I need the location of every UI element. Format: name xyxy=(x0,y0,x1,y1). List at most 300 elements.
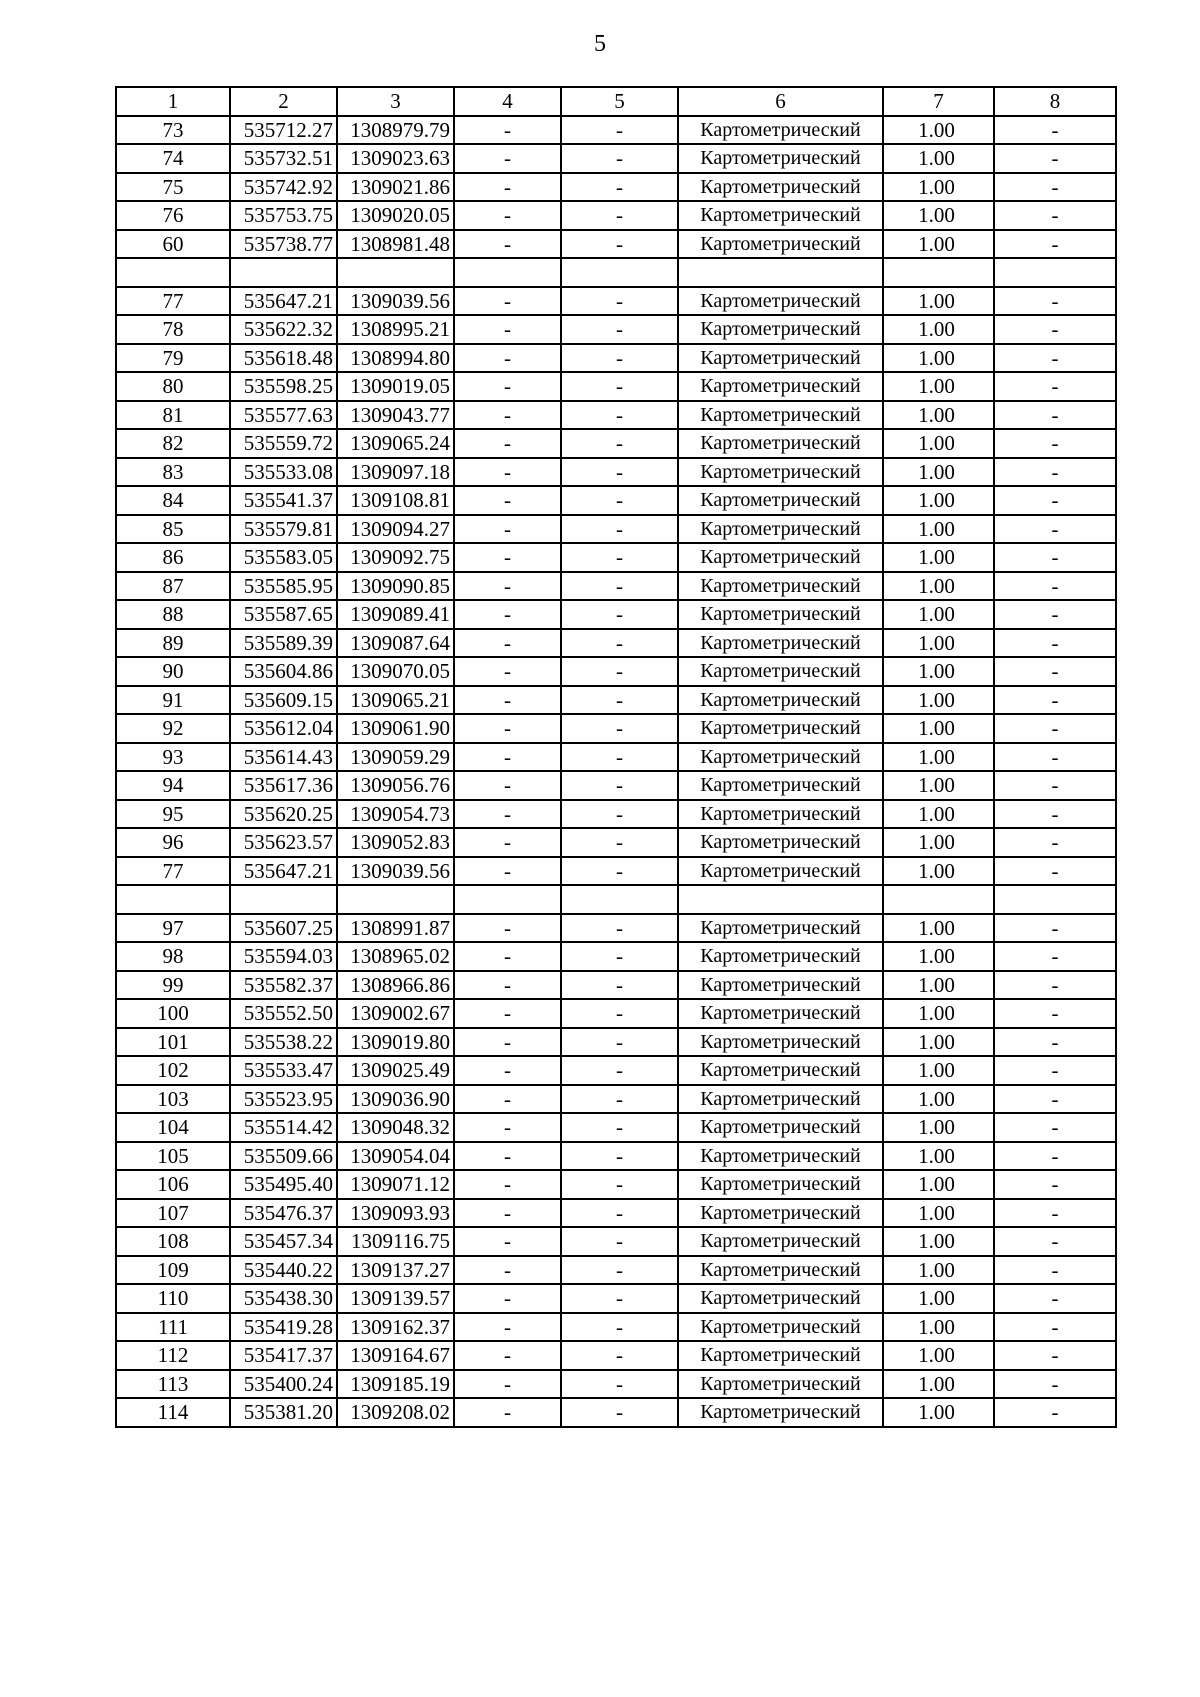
column-4-cell: - xyxy=(454,543,561,572)
point-number-cell: 95 xyxy=(116,800,230,829)
y-coordinate-cell: 1308966.86 xyxy=(337,971,454,1000)
x-coordinate-cell: 535400.24 xyxy=(230,1370,337,1399)
method-cell: Картометрический xyxy=(678,1313,883,1342)
method-cell: Картометрический xyxy=(678,1398,883,1427)
x-coordinate-cell: 535594.03 xyxy=(230,942,337,971)
column-header-7: 7 xyxy=(883,87,994,116)
method-cell: Картометрический xyxy=(678,942,883,971)
column-4-cell: - xyxy=(454,486,561,515)
column-5-cell: - xyxy=(561,173,678,202)
table-row xyxy=(116,1370,1116,1399)
y-coordinate-cell: 1309065.21 xyxy=(337,686,454,715)
table-row xyxy=(116,1398,1116,1427)
table-row xyxy=(116,315,1116,344)
table-row xyxy=(116,287,1116,316)
column-4-cell: - xyxy=(454,828,561,857)
method-cell: Картометрический xyxy=(678,771,883,800)
column-5-cell: - xyxy=(561,1199,678,1228)
column-4-cell: - xyxy=(454,1341,561,1370)
accuracy-cell: 1.00 xyxy=(883,486,994,515)
column-8-cell: - xyxy=(994,914,1116,943)
accuracy-cell: 1.00 xyxy=(883,600,994,629)
method-cell: Картометрический xyxy=(678,1056,883,1085)
point-number-cell: 86 xyxy=(116,543,230,572)
column-4-cell: - xyxy=(454,629,561,658)
table-row xyxy=(116,1199,1116,1228)
accuracy-cell: 1.00 xyxy=(883,771,994,800)
table-row xyxy=(116,458,1116,487)
y-coordinate-cell: 1309048.32 xyxy=(337,1113,454,1142)
column-5-cell: - xyxy=(561,372,678,401)
column-8-cell: - xyxy=(994,458,1116,487)
point-number-cell: 82 xyxy=(116,429,230,458)
table-row xyxy=(116,914,1116,943)
column-8-cell: - xyxy=(994,1028,1116,1057)
method-cell: Картометрический xyxy=(678,1170,883,1199)
y-coordinate-cell: 1309054.04 xyxy=(337,1142,454,1171)
column-5-cell: - xyxy=(561,1256,678,1285)
y-coordinate-cell: 1309023.63 xyxy=(337,144,454,173)
point-number-cell: 110 xyxy=(116,1284,230,1313)
column-4-cell: - xyxy=(454,743,561,772)
y-coordinate-cell: 1309162.37 xyxy=(337,1313,454,1342)
column-4-cell: - xyxy=(454,116,561,145)
table-row xyxy=(116,686,1116,715)
column-5-cell: - xyxy=(561,1170,678,1199)
table-row xyxy=(116,1256,1116,1285)
column-5-cell: - xyxy=(561,287,678,316)
method-cell: Картометрический xyxy=(678,657,883,686)
column-header-3: 3 xyxy=(337,87,454,116)
column-8-cell: - xyxy=(994,1370,1116,1399)
column-5-cell: - xyxy=(561,857,678,886)
table-row xyxy=(116,771,1116,800)
table-row xyxy=(116,1284,1116,1313)
column-5-cell: - xyxy=(561,1284,678,1313)
x-coordinate-cell: 535582.37 xyxy=(230,971,337,1000)
point-number-cell: 84 xyxy=(116,486,230,515)
y-coordinate-cell: 1309061.90 xyxy=(337,714,454,743)
column-4-cell: - xyxy=(454,686,561,715)
accuracy-cell: 1.00 xyxy=(883,1313,994,1342)
table-row xyxy=(116,1056,1116,1085)
accuracy-cell: 1.00 xyxy=(883,401,994,430)
column-5-cell: - xyxy=(561,116,678,145)
column-5-cell: - xyxy=(561,686,678,715)
column-4-cell: - xyxy=(454,173,561,202)
x-coordinate-cell: 535541.37 xyxy=(230,486,337,515)
accuracy-cell: 1.00 xyxy=(883,1398,994,1427)
column-8-cell: - xyxy=(994,971,1116,1000)
method-cell: Картометрический xyxy=(678,1370,883,1399)
column-5-cell: - xyxy=(561,771,678,800)
table-row xyxy=(116,657,1116,686)
method-cell: Картометрический xyxy=(678,1199,883,1228)
column-5-cell: - xyxy=(561,999,678,1028)
column-4-cell: - xyxy=(454,144,561,173)
column-5-cell: - xyxy=(561,572,678,601)
point-number-cell: 106 xyxy=(116,1170,230,1199)
x-coordinate-cell: 535618.48 xyxy=(230,344,337,373)
column-4-cell: - xyxy=(454,201,561,230)
y-coordinate-cell: 1308991.87 xyxy=(337,914,454,943)
method-cell: Картометрический xyxy=(678,828,883,857)
point-number-cell: 112 xyxy=(116,1341,230,1370)
column-4-cell: - xyxy=(454,372,561,401)
table-row xyxy=(116,971,1116,1000)
y-coordinate-cell: 1309093.93 xyxy=(337,1199,454,1228)
accuracy-cell: 1.00 xyxy=(883,315,994,344)
table-row xyxy=(116,828,1116,857)
x-coordinate-cell: 535585.95 xyxy=(230,572,337,601)
method-cell: Картометрический xyxy=(678,201,883,230)
point-number-cell: 109 xyxy=(116,1256,230,1285)
method-cell: Картометрический xyxy=(678,144,883,173)
point-number-cell: 79 xyxy=(116,344,230,373)
point-number-cell: 98 xyxy=(116,942,230,971)
accuracy-cell: 1.00 xyxy=(883,1341,994,1370)
column-4-cell: - xyxy=(454,1256,561,1285)
method-cell: Картометрический xyxy=(678,458,883,487)
x-coordinate-cell: 535614.43 xyxy=(230,743,337,772)
column-4-cell: - xyxy=(454,857,561,886)
column-header-6: 6 xyxy=(678,87,883,116)
y-coordinate-cell: 1309019.05 xyxy=(337,372,454,401)
accuracy-cell: 1.00 xyxy=(883,800,994,829)
y-coordinate-cell: 1309089.41 xyxy=(337,600,454,629)
table-row xyxy=(116,1313,1116,1342)
y-coordinate-cell: 1309090.85 xyxy=(337,572,454,601)
point-number-cell: 78 xyxy=(116,315,230,344)
y-coordinate-cell: 1308981.48 xyxy=(337,230,454,259)
table-row xyxy=(116,486,1116,515)
y-coordinate-cell: 1309092.75 xyxy=(337,543,454,572)
column-8-cell: - xyxy=(994,1056,1116,1085)
column-4-cell: - xyxy=(454,1056,561,1085)
table-row xyxy=(116,401,1116,430)
column-8-cell: - xyxy=(994,743,1116,772)
x-coordinate-cell: 535381.20 xyxy=(230,1398,337,1427)
method-cell: Картометрический xyxy=(678,1341,883,1370)
x-coordinate-cell: 535623.57 xyxy=(230,828,337,857)
y-coordinate-cell xyxy=(337,885,454,914)
column-5-cell: - xyxy=(561,401,678,430)
column-8-cell: - xyxy=(994,1398,1116,1427)
column-4-cell: - xyxy=(454,1028,561,1057)
column-8-cell: - xyxy=(994,600,1116,629)
page-number: 5 xyxy=(594,31,606,57)
method-cell: Картометрический xyxy=(678,572,883,601)
accuracy-cell: 1.00 xyxy=(883,942,994,971)
accuracy-cell: 1.00 xyxy=(883,515,994,544)
column-8-cell: - xyxy=(994,1085,1116,1114)
column-4-cell: - xyxy=(454,1085,561,1114)
column-8-cell: - xyxy=(994,686,1116,715)
accuracy-cell: 1.00 xyxy=(883,201,994,230)
y-coordinate-cell: 1308994.80 xyxy=(337,344,454,373)
column-5-cell: - xyxy=(561,1028,678,1057)
column-4-cell: - xyxy=(454,1284,561,1313)
y-coordinate-cell: 1309097.18 xyxy=(337,458,454,487)
point-number-cell: 93 xyxy=(116,743,230,772)
x-coordinate-cell: 535620.25 xyxy=(230,800,337,829)
column-4-cell: - xyxy=(454,287,561,316)
y-coordinate-cell: 1309164.67 xyxy=(337,1341,454,1370)
table-row xyxy=(116,258,1116,287)
column-5-cell: - xyxy=(561,429,678,458)
column-8-cell: - xyxy=(994,1170,1116,1199)
column-5-cell: - xyxy=(561,942,678,971)
accuracy-cell: 1.00 xyxy=(883,971,994,1000)
x-coordinate-cell: 535738.77 xyxy=(230,230,337,259)
column-4-cell: - xyxy=(454,1170,561,1199)
column-5-cell: - xyxy=(561,515,678,544)
x-coordinate-cell: 535577.63 xyxy=(230,401,337,430)
column-8-cell: - xyxy=(994,1256,1116,1285)
method-cell: Картометрический xyxy=(678,1085,883,1114)
x-coordinate-cell: 535622.32 xyxy=(230,315,337,344)
column-5-cell: - xyxy=(561,1056,678,1085)
table-row xyxy=(116,144,1116,173)
column-4-cell: - xyxy=(454,230,561,259)
column-4-cell: - xyxy=(454,458,561,487)
y-coordinate-cell: 1309070.05 xyxy=(337,657,454,686)
column-5-cell: - xyxy=(561,1398,678,1427)
method-cell: Картометрический xyxy=(678,1113,883,1142)
x-coordinate-cell: 535495.40 xyxy=(230,1170,337,1199)
accuracy-cell: 1.00 xyxy=(883,714,994,743)
column-8-cell: - xyxy=(994,116,1116,145)
column-5-cell: - xyxy=(561,1341,678,1370)
point-number-cell: 111 xyxy=(116,1313,230,1342)
point-number-cell: 94 xyxy=(116,771,230,800)
table-row xyxy=(116,1227,1116,1256)
point-number-cell: 105 xyxy=(116,1142,230,1171)
y-coordinate-cell: 1309065.24 xyxy=(337,429,454,458)
column-4-cell: - xyxy=(454,1227,561,1256)
column-5-cell: - xyxy=(561,714,678,743)
column-4-cell: - xyxy=(454,800,561,829)
column-4-cell: - xyxy=(454,515,561,544)
table-row xyxy=(116,1085,1116,1114)
accuracy-cell: 1.00 xyxy=(883,287,994,316)
accuracy-cell: 1.00 xyxy=(883,1028,994,1057)
column-4-cell: - xyxy=(454,1199,561,1228)
column-4-cell: - xyxy=(454,942,561,971)
accuracy-cell: 1.00 xyxy=(883,1256,994,1285)
method-cell: Картометрический xyxy=(678,1256,883,1285)
y-coordinate-cell: 1309056.76 xyxy=(337,771,454,800)
accuracy-cell: 1.00 xyxy=(883,629,994,658)
column-8-cell: - xyxy=(994,344,1116,373)
method-cell: Картометрический xyxy=(678,743,883,772)
accuracy-cell: 1.00 xyxy=(883,1142,994,1171)
column-4-cell: - xyxy=(454,1313,561,1342)
column-5-cell: - xyxy=(561,458,678,487)
y-coordinate-cell: 1309039.56 xyxy=(337,857,454,886)
accuracy-cell: 1.00 xyxy=(883,230,994,259)
column-4-cell xyxy=(454,258,561,287)
x-coordinate-cell: 535712.27 xyxy=(230,116,337,145)
x-coordinate-cell: 535612.04 xyxy=(230,714,337,743)
point-number-cell: 97 xyxy=(116,914,230,943)
table-row xyxy=(116,800,1116,829)
point-number-cell: 89 xyxy=(116,629,230,658)
column-8-cell: - xyxy=(994,771,1116,800)
table-row xyxy=(116,999,1116,1028)
method-cell: Картометрический xyxy=(678,429,883,458)
x-coordinate-cell: 535509.66 xyxy=(230,1142,337,1171)
column-5-cell: - xyxy=(561,1227,678,1256)
method-cell: Картометрический xyxy=(678,486,883,515)
column-8-cell: - xyxy=(994,372,1116,401)
column-8-cell xyxy=(994,258,1116,287)
column-5-cell: - xyxy=(561,828,678,857)
accuracy-cell: 1.00 xyxy=(883,1370,994,1399)
y-coordinate-cell: 1309087.64 xyxy=(337,629,454,658)
method-cell: Картометрический xyxy=(678,971,883,1000)
column-5-cell: - xyxy=(561,629,678,658)
column-4-cell: - xyxy=(454,344,561,373)
method-cell: Картометрический xyxy=(678,401,883,430)
point-number-cell: 100 xyxy=(116,999,230,1028)
table-row xyxy=(116,515,1116,544)
point-number-cell: 77 xyxy=(116,857,230,886)
method-cell: Картометрический xyxy=(678,287,883,316)
column-5-cell: - xyxy=(561,543,678,572)
x-coordinate-cell: 535523.95 xyxy=(230,1085,337,1114)
y-coordinate-cell: 1309036.90 xyxy=(337,1085,454,1114)
column-8-cell: - xyxy=(994,999,1116,1028)
point-number-cell: 108 xyxy=(116,1227,230,1256)
column-5-cell: - xyxy=(561,1142,678,1171)
x-coordinate-cell: 535647.21 xyxy=(230,857,337,886)
point-number-cell: 104 xyxy=(116,1113,230,1142)
method-cell: Картометрический xyxy=(678,1142,883,1171)
accuracy-cell: 1.00 xyxy=(883,999,994,1028)
point-number-cell: 91 xyxy=(116,686,230,715)
method-cell: Картометрический xyxy=(678,714,883,743)
accuracy-cell: 1.00 xyxy=(883,686,994,715)
point-number-cell: 102 xyxy=(116,1056,230,1085)
column-8-cell: - xyxy=(994,401,1116,430)
accuracy-cell: 1.00 xyxy=(883,543,994,572)
table-row xyxy=(116,1028,1116,1057)
method-cell: Картометрический xyxy=(678,1284,883,1313)
column-5-cell: - xyxy=(561,315,678,344)
column-8-cell: - xyxy=(994,173,1116,202)
column-8-cell: - xyxy=(994,201,1116,230)
x-coordinate-cell: 535538.22 xyxy=(230,1028,337,1057)
x-coordinate-cell: 535457.34 xyxy=(230,1227,337,1256)
point-number-cell: 96 xyxy=(116,828,230,857)
y-coordinate-cell: 1309071.12 xyxy=(337,1170,454,1199)
x-coordinate-cell: 535617.36 xyxy=(230,771,337,800)
y-coordinate-cell: 1308995.21 xyxy=(337,315,454,344)
x-coordinate-cell: 535753.75 xyxy=(230,201,337,230)
x-coordinate-cell: 535476.37 xyxy=(230,1199,337,1228)
column-5-cell: - xyxy=(561,144,678,173)
table-row xyxy=(116,429,1116,458)
column-5-cell: - xyxy=(561,971,678,1000)
column-5-cell: - xyxy=(561,1313,678,1342)
table-row xyxy=(116,1170,1116,1199)
accuracy-cell: 1.00 xyxy=(883,1085,994,1114)
y-coordinate-cell: 1309039.56 xyxy=(337,287,454,316)
point-number-cell xyxy=(116,258,230,287)
accuracy-cell: 1.00 xyxy=(883,429,994,458)
column-8-cell: - xyxy=(994,486,1116,515)
method-cell: Картометрический xyxy=(678,629,883,658)
method-cell: Картометрический xyxy=(678,116,883,145)
column-4-cell: - xyxy=(454,971,561,1000)
y-coordinate-cell: 1309139.57 xyxy=(337,1284,454,1313)
y-coordinate-cell: 1309185.19 xyxy=(337,1370,454,1399)
y-coordinate-cell: 1309108.81 xyxy=(337,486,454,515)
x-coordinate-cell: 535533.08 xyxy=(230,458,337,487)
accuracy-cell: 1.00 xyxy=(883,657,994,686)
point-number-cell: 103 xyxy=(116,1085,230,1114)
x-coordinate-cell: 535438.30 xyxy=(230,1284,337,1313)
accuracy-cell: 1.00 xyxy=(883,458,994,487)
method-cell: Картометрический xyxy=(678,1227,883,1256)
x-coordinate-cell: 535607.25 xyxy=(230,914,337,943)
column-5-cell: - xyxy=(561,344,678,373)
column-8-cell: - xyxy=(994,144,1116,173)
column-8-cell xyxy=(994,885,1116,914)
column-8-cell: - xyxy=(994,515,1116,544)
point-number-cell: 87 xyxy=(116,572,230,601)
x-coordinate-cell xyxy=(230,885,337,914)
column-4-cell xyxy=(454,885,561,914)
accuracy-cell xyxy=(883,885,994,914)
x-coordinate-cell: 535533.47 xyxy=(230,1056,337,1085)
table-row xyxy=(116,572,1116,601)
method-cell: Картометрический xyxy=(678,173,883,202)
column-5-cell: - xyxy=(561,743,678,772)
x-coordinate-cell: 535419.28 xyxy=(230,1313,337,1342)
y-coordinate-cell: 1308965.02 xyxy=(337,942,454,971)
x-coordinate-cell: 535552.50 xyxy=(230,999,337,1028)
x-coordinate-cell: 535742.92 xyxy=(230,173,337,202)
x-coordinate-cell: 535579.81 xyxy=(230,515,337,544)
point-number-cell: 101 xyxy=(116,1028,230,1057)
column-5-cell: - xyxy=(561,657,678,686)
table-row xyxy=(116,372,1116,401)
column-4-cell: - xyxy=(454,429,561,458)
column-4-cell: - xyxy=(454,999,561,1028)
x-coordinate-cell: 535440.22 xyxy=(230,1256,337,1285)
column-8-cell: - xyxy=(994,1341,1116,1370)
table-row xyxy=(116,201,1116,230)
table-row xyxy=(116,600,1116,629)
y-coordinate-cell: 1309094.27 xyxy=(337,515,454,544)
accuracy-cell: 1.00 xyxy=(883,857,994,886)
point-number-cell: 99 xyxy=(116,971,230,1000)
method-cell: Картометрический xyxy=(678,515,883,544)
table-row xyxy=(116,743,1116,772)
column-4-cell: - xyxy=(454,315,561,344)
column-8-cell: - xyxy=(994,315,1116,344)
accuracy-cell: 1.00 xyxy=(883,144,994,173)
column-5-cell xyxy=(561,258,678,287)
column-8-cell: - xyxy=(994,287,1116,316)
method-cell: Картометрический xyxy=(678,686,883,715)
x-coordinate-cell: 535589.39 xyxy=(230,629,337,658)
column-8-cell: - xyxy=(994,1313,1116,1342)
column-5-cell: - xyxy=(561,600,678,629)
y-coordinate-cell: 1309021.86 xyxy=(337,173,454,202)
